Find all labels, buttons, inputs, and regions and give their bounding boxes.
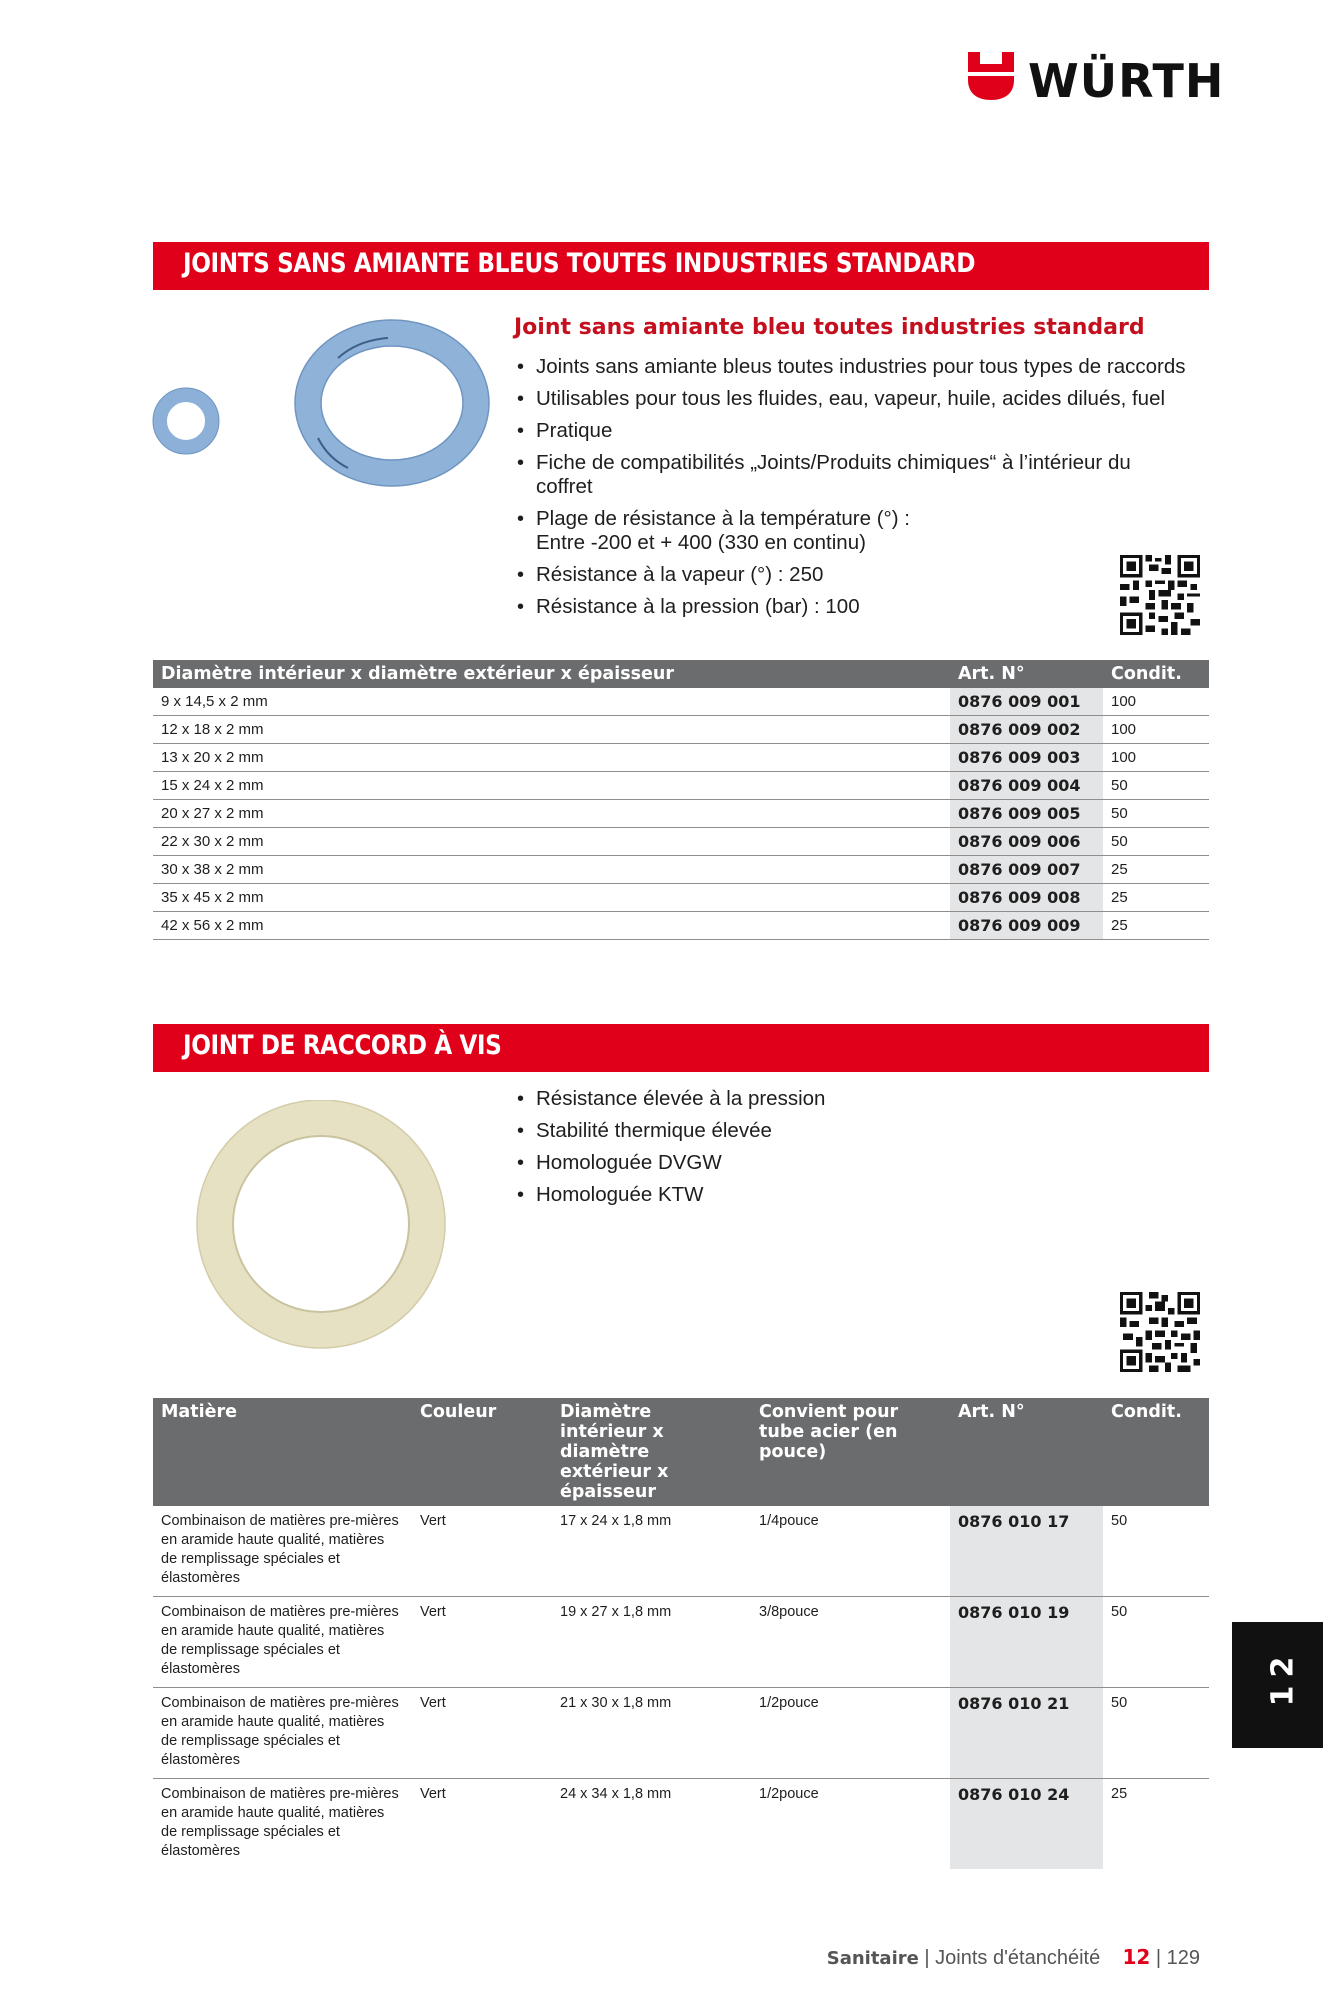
cell-art-no: 0876 009 003 xyxy=(950,744,1103,772)
cell-art-no: 0876 010 24 xyxy=(950,1779,1103,1870)
section1-feature-list xyxy=(514,355,1204,627)
table-row xyxy=(153,1688,1209,1779)
footer-separator-2: | xyxy=(1155,1947,1162,1969)
table-row xyxy=(153,1506,1209,1597)
col-header-tube-size: Convient pour tube acier (en pouce) xyxy=(751,1398,950,1506)
col-header-dimensions: Diamètre intérieur x diamètre extérieur x épaisseur xyxy=(552,1398,751,1506)
feature-item: • Plage de résistance à la température (°) : Entre -200 et + 400 (330 en continu) xyxy=(514,507,956,555)
cell-condit: 25 xyxy=(1103,856,1209,884)
cell-condit: 50 xyxy=(1103,800,1209,828)
col-header-art-no: Art. N° xyxy=(950,1398,1103,1506)
cell-condit: 50 xyxy=(1103,828,1209,856)
cell-art-no: 0876 009 009 xyxy=(950,912,1103,940)
small-blue-gasket-image xyxy=(150,385,222,457)
cell-dimensions: 12 x 18 x 2 mm xyxy=(153,716,950,744)
cell-dimensions: 24 x 34 x 1,8 mm xyxy=(560,1786,672,1802)
fiber-gasket-image xyxy=(195,1100,447,1350)
cell-condit: 25 xyxy=(1111,1786,1128,1802)
cell-art-no: 0876 010 19 xyxy=(950,1597,1103,1688)
cell-condit: 50 xyxy=(1103,1506,1209,1597)
col-header-dimensions: Diamètre intérieur x diamètre extérieur x épaisseur xyxy=(153,660,950,688)
footer-section: Sanitaire xyxy=(826,1948,919,1969)
cell-condit: 100 xyxy=(1103,744,1209,772)
cell-color: Vert xyxy=(412,1688,552,1779)
cell-tube-size: 3/8pouce xyxy=(751,1597,950,1688)
footer-page-number: 129 xyxy=(1166,1947,1200,1969)
wurth-logo-icon xyxy=(966,50,1016,102)
cell-condit: 100 xyxy=(1103,716,1209,744)
feature-item: • Fiche de compatibilités „Joints/Produits chimiques“ à l’intérieur du coffret xyxy=(514,451,1166,499)
cell-art-no: 0876 009 008 xyxy=(950,884,1103,912)
table-row xyxy=(153,716,1209,744)
qr-code-2[interactable] xyxy=(1120,1292,1200,1372)
section2-spec-table xyxy=(153,1398,1209,1869)
cell-material: Combinaison de matières pre-mières en aramide haute qualité, matières de remplissage spéciales et élastomères xyxy=(153,1688,412,1779)
col-header-material: Matière xyxy=(153,1398,412,1506)
feature-item: • Résistance élevée à la pression xyxy=(514,1087,1204,1111)
cell-dimensions: 35 x 45 x 2 mm xyxy=(153,884,950,912)
section2-title: JOINT DE RACCORD À VIS xyxy=(183,1030,502,1061)
col-header-color: Couleur xyxy=(412,1398,552,1506)
cell-condit: 100 xyxy=(1103,688,1209,716)
feature-item: • Résistance à la vapeur (°) : 250 xyxy=(514,563,1204,587)
table-row xyxy=(153,688,1209,716)
cell-art-no: 0876 010 17 xyxy=(950,1506,1103,1597)
cell-condit: 50 xyxy=(1103,1688,1209,1779)
cell-art-no: 0876 009 007 xyxy=(950,856,1103,884)
feature-item: • Homologuée DVGW xyxy=(514,1151,1204,1175)
footer-topic: Joints d'étanchéité xyxy=(935,1947,1101,1969)
cell-color: Vert xyxy=(420,1786,446,1802)
cell-dimensions: 13 x 20 x 2 mm xyxy=(153,744,950,772)
table-row xyxy=(153,828,1209,856)
table-header-row xyxy=(153,1398,1209,1506)
section1-title: JOINTS SANS AMIANTE BLEUS TOUTES INDUSTRIES STANDARD xyxy=(183,248,976,279)
footer-separator: | xyxy=(924,1947,930,1969)
col-header-condit: Condit. xyxy=(1103,1398,1209,1506)
brand-name: WÜRTH xyxy=(1028,54,1225,108)
table-row xyxy=(153,1779,1209,1870)
section1-header xyxy=(153,242,1209,290)
cell-tube-size: 1/2pouce xyxy=(759,1786,819,1802)
cell-dimensions: 17 x 24 x 1,8 mm xyxy=(552,1506,751,1597)
cell-material: Combinaison de matières pre-mières en aramide haute qualité, matières de remplissage spéciales et élastomères xyxy=(153,1506,412,1597)
cell-dimensions: 21 x 30 x 1,8 mm xyxy=(552,1688,751,1779)
product-title: Joint sans amiante bleu toutes industries standard xyxy=(514,315,1145,340)
cell-art-no: 0876 009 002 xyxy=(950,716,1103,744)
table-row xyxy=(153,1597,1209,1688)
feature-item: • Utilisables pour tous les fluides, eau, vapeur, huile, acides dilués, fuel xyxy=(514,387,1204,411)
cell-color: Vert xyxy=(412,1597,552,1688)
feature-item: • Résistance à la pression (bar) : 100 xyxy=(514,595,1204,619)
cell-art-no: 0876 009 006 xyxy=(950,828,1103,856)
cell-color: Vert xyxy=(412,1506,552,1597)
cell-dimensions: 22 x 30 x 2 mm xyxy=(153,828,950,856)
cell-condit: 50 xyxy=(1103,1597,1209,1688)
cell-art-no: 0876 009 001 xyxy=(950,688,1103,716)
table-row xyxy=(153,912,1209,940)
cell-material: Combinaison de matières pre-mières en aramide haute qualité, matières de remplissage spéciales et élastomères xyxy=(161,1786,399,1859)
cell-art-no: 0876 009 004 xyxy=(950,772,1103,800)
cell-condit: 25 xyxy=(1103,912,1209,940)
cell-condit: 50 xyxy=(1103,772,1209,800)
cell-condit: 25 xyxy=(1103,884,1209,912)
cell-dimensions: 20 x 27 x 2 mm xyxy=(153,800,950,828)
section2-header xyxy=(153,1024,1209,1072)
cell-tube-size: 1/2pouce xyxy=(751,1688,950,1779)
feature-item: • Stabilité thermique élevée xyxy=(514,1119,1204,1143)
footer-chapter: 12 xyxy=(1122,1945,1151,1969)
qr-code-1[interactable] xyxy=(1120,555,1200,635)
table-header-row xyxy=(153,660,1209,688)
cell-dimensions: 30 x 38 x 2 mm xyxy=(153,856,950,884)
table-row xyxy=(153,744,1209,772)
cell-material: Combinaison de matières pre-mières en aramide haute qualité, matières de remplissage spéciales et élastomères xyxy=(153,1597,412,1688)
wurth-logo xyxy=(966,50,1225,108)
cell-art-no: 0876 009 005 xyxy=(950,800,1103,828)
page-footer xyxy=(827,1945,1200,1970)
chapter-tab[interactable] xyxy=(1232,1622,1323,1748)
col-header-condit: Condit. xyxy=(1103,660,1209,688)
cell-art-no: 0876 010 21 xyxy=(950,1688,1103,1779)
cell-dimensions: 15 x 24 x 2 mm xyxy=(153,772,950,800)
table-row xyxy=(153,884,1209,912)
table-row xyxy=(153,772,1209,800)
cell-dimensions: 9 x 14,5 x 2 mm xyxy=(153,688,950,716)
section1-spec-table xyxy=(153,660,1209,940)
feature-item: • Homologuée KTW xyxy=(514,1183,1204,1207)
table-row xyxy=(153,800,1209,828)
cell-dimensions: 42 x 56 x 2 mm xyxy=(153,912,950,940)
large-blue-gasket-image xyxy=(288,318,496,488)
table-row xyxy=(153,856,1209,884)
section2-feature-list xyxy=(514,1087,1204,1215)
col-header-art-no: Art. N° xyxy=(950,660,1103,688)
chapter-tab-number: 12 xyxy=(1265,1648,1301,1707)
feature-item: • Pratique xyxy=(514,419,1204,443)
cell-tube-size: 1/4pouce xyxy=(751,1506,950,1597)
cell-dimensions: 19 x 27 x 1,8 mm xyxy=(552,1597,751,1688)
feature-item: • Joints sans amiante bleus toutes industries pour tous types de raccords xyxy=(514,355,1204,379)
